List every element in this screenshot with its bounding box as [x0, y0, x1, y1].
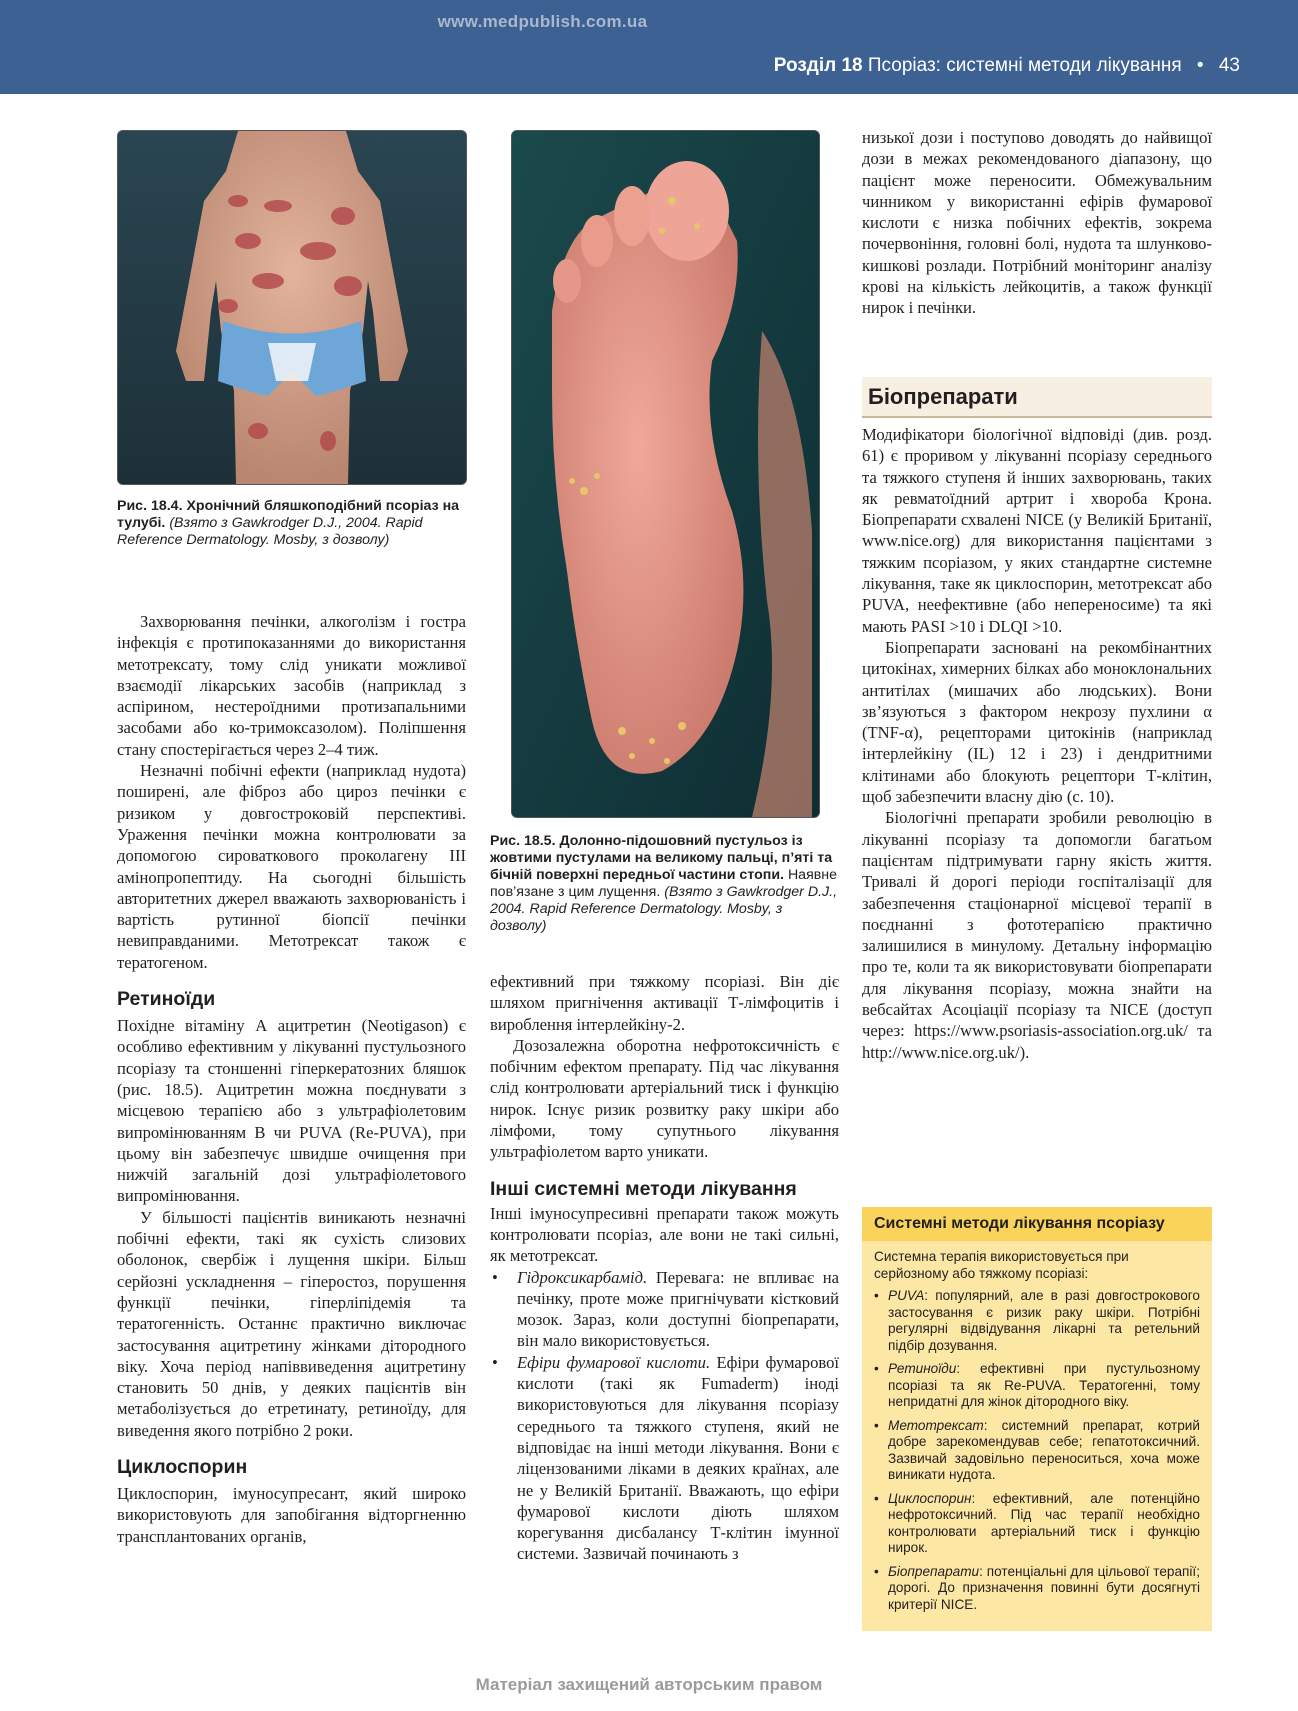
list-item: [517, 1267, 839, 1352]
figure-pustulosis-foot-photo: [511, 130, 820, 818]
summary-item: [888, 1288, 1200, 1354]
summary-item-term: PUVA: [888, 1288, 925, 1303]
column-right-top: [862, 127, 1212, 319]
trunk-photo-illustration: [118, 131, 466, 484]
summary-item-term: Біопрепарати: [888, 1563, 980, 1579]
running-head: [774, 55, 1240, 77]
chapter-label: Розділ 18: [773, 55, 863, 76]
summary-item-text: : популярний, але в разі довгострокового застосування є ризик раку шкіри. Потрібні регулярні відвідування лікарні та ретельний підбір дозування.: [888, 1288, 1200, 1353]
summary-box-intro: Системна терапія використовується при серйозному або тяжкому псоріазі:: [874, 1249, 1129, 1281]
foot-photo-illustration: [512, 131, 819, 817]
summary-item-term: Циклоспорин: [888, 1490, 972, 1506]
figure-18-5-source: (Взято з Gawkrodger D.J., 2004. Rapid Reference Dermatology. Mosby, з дозволу): [490, 884, 838, 934]
column-right-bottom: [862, 424, 1212, 1063]
page-number: 43: [1218, 55, 1240, 76]
paragraph: Похідне вітаміну А ацитретин (Neotigason) є особливо ефективним у лікуванні пустульозного псоріазу та стоншенні гіперкератозних бляшок (рис. 18.5). Ацитретин можна поєднувати з місцевою терапією або з ультрафіолетовим випромінюванням В чи PUVA (Re-PUVA), при цьому він забезпечує швидше очищення при нижчій загальній дозі ультрафіолетового випромінювання.: [117, 1016, 466, 1206]
summary-item-text: : потенціальні для цільової терапії; дорогі. До призначення повинні бути досягнуті критерії NICE.: [888, 1563, 1200, 1612]
summary-item-text: : системний препарат, котрий добре зарекомендував себе; гепатотоксичний. Зазвичай задовільно переноситься, хоча може виникати нудота.: [888, 1417, 1200, 1482]
summary-item-text: : ефективний, але потенційно нефротоксичний. Під час терапії необхідно контролювати артеріальний тиск і функцію нирок.: [888, 1490, 1200, 1555]
figure-18-5-caption: [490, 833, 840, 935]
summary-item-term: Метотрексат: [888, 1417, 984, 1433]
figure-18-4-label: Рис. 18.4. Хронічний бляшкоподібний псоріаз на тулубі.: [117, 498, 460, 531]
heading-cyclosporin: Циклоспорин: [117, 1455, 248, 1478]
paragraph: Незначні побічні ефекти (наприклад нудота) поширені, але фіброз або цироз печінки є ризиком у довгостроковій перспективі. Ураження печінки можна контролювати за допомогою сироваткового проколагену III амінопропептиду. На сьогодні більшість авторитетних джерел вважають захворюваність і вартість рутинної біопсії печінки невиправданими. Метотрексат також є тератогеном.: [117, 761, 466, 972]
site-url: www.medpublish.com.ua: [437, 12, 648, 31]
page-header: [0, 0, 1298, 94]
paragraph: У більшості пацієнтів виникають незначні побічні ефекти, такі як сухість слизових оболонок, свербіж і лущення шкіри. Більш серйозні ускладнення – гіперостоз, порушення функції печінки, гіперліпідемія та тератогенність. Останнє практично виключає застосування ацитретину жінками дітородного віку. Хоча період напіввиведення ацитретину становить 50 днів, у деяких пацієнтів він метаболізується до етретинату, ретиноїду, для виведення якого потрібно 2 роки.: [117, 1207, 466, 1440]
figure-psoriasis-trunk-photo: [117, 130, 467, 485]
paragraph: Дозозалежна оборотна нефротоксичність є побічним ефектом препарату. Під час лікування слід контролювати артеріальний тиск і функцію нирок. Існує ризик розвитку раку шкіри або лімфоми, тому супутнього лікування ультрафіолетом варто уникати.: [490, 1035, 839, 1162]
summary-box: [862, 1207, 1212, 1631]
figure-18-4-source: (Взято з Gawkrodger D.J., 2004. Rapid Reference Dermatology. Mosby, з дозволу): [117, 515, 423, 548]
column-middle: [490, 971, 839, 1565]
list-item: [517, 1352, 839, 1565]
heading-biologics: Біопрепарати: [868, 384, 1018, 409]
paragraph: Модифікатори біологічної відповіді (див. розд. 61) є проривом у лікуванні псоріазу середнього та тяжкого ступеня й інших захворювань, таких як ревматоїдний артрит і хвороба Крона. Біопрепарати схвалені NICE (у Великій Британії, www.nice.org) для використання пацієнтами з тяжким псоріазом, у яких стандартне системне лікування, таке як циклоспорин, метотрексат або PUVA, неефективне (або непереносимe) та які мають PASI >10 і DLQI >10.: [862, 425, 1212, 636]
heading-other-systemic: Інші системні методи лікування: [490, 1177, 797, 1200]
copyright-footer: Матеріал захищений авторським правом: [475, 1675, 823, 1694]
list-item-text: Перевага: не впливає на печінку, проте може пригнічувати кістковий мозок. Зараз, коли доступні біопрепарати, він мало використовується.: [517, 1267, 839, 1351]
summary-item-term: Ретиноїди: [888, 1361, 957, 1376]
chapter-title: Псоріаз: системні методи лікування: [867, 55, 1182, 76]
heading-retinoids: Ретиноїди: [117, 988, 216, 1011]
summary-item: [888, 1361, 1200, 1411]
paragraph: Інші імуносупресивні препарати також можуть контролювати псоріаз, але вони не такі сильні, як метотрексат.: [490, 1203, 839, 1266]
figure-18-5-note: Наявне пов’язане з цим лущення.: [490, 867, 838, 900]
summary-item-text: : ефективні при пустульозному псоріазі та як Re-PUVA. Тератогенні, тому непридатні для жінок дітородного віку.: [888, 1361, 1200, 1409]
list-item-term: Гідроксикарбамід.: [517, 1267, 648, 1287]
summary-box-body: [862, 1241, 1212, 1613]
summary-item: [888, 1418, 1200, 1484]
figure-18-4-caption: [117, 498, 467, 549]
paragraph: Біологічні препарати зробили революцію в лікуванні псоріазу та допомогли багатьом пацієнтам підтримувати гарну якість життя. Тривалі й дорогі періоди госпіталізації для забезпечення стаціонарної місцевої терапії в поєднанні з фототерапією практично залишилися в минулому. Детальну інформацію про те, коли та як використовувати біопрепарати для лікування псоріазу, можна знайти на вебсайтах Асоціації псоріазу та NICE (доступ через: https://www.psoriasis-association.org.uk/ та http://www.nice.org.uk/).: [862, 808, 1212, 1062]
separator: •: [1196, 55, 1204, 76]
summary-box-list: [874, 1288, 1200, 1613]
paragraph: Захворювання печінки, алкоголізм і гостра інфекція є протипоказаннями до використання метотрексату, тому слід уникати можливої взаємодії лікарських засобів (наприклад з аспірином, нестероїдними протизапальними засобами або ко-тримоксазолом). Поліпшення стану спостерігається через 2–4 тиж.: [117, 612, 466, 759]
other-treatments-list: [490, 1267, 839, 1565]
summary-box-title: Системні методи лікування псоріазу: [862, 1207, 1212, 1241]
list-item-term: Ефіри фумарової кислоти.: [517, 1352, 711, 1372]
column-left: [117, 611, 466, 1547]
section-heading-biologics: [862, 377, 1212, 418]
summary-item: [888, 1491, 1200, 1557]
paragraph: ефективний при тяжкому псоріазі. Він діє шляхом пригнічення активації Т-лімфоцитів і вироблення інтерлейкіну-2.: [490, 972, 839, 1034]
list-item-text: Ефіри фумарової кислоти (такі як Fumaderm) іноді використовуються для лікування псоріазу середнього та тяжкого ступеня, який не відповідає на інші методи лікування. Вони є ліцензованими ліками в деяких країнах, але не у Великій Британії. Вважають, що ефіри фумарової кислоти діють шляхом корегування дисбалансу Т-клітин імунної системи. Зазвичай починають з: [517, 1352, 839, 1564]
summary-item: [888, 1564, 1200, 1614]
paragraph: низької дози і поступово доводять до найвищої дози в межах рекомендованого діапазону, що пацієнт може переносити. Обмежувальним чинником у використанні ефірів фумарової кислоти є низка побічних ефектів, зокрема почервоніння, головні болі, нудота та шлунково-кишкові розлади. Потрібний моніторинг аналізу крові на кількість лейкоцитів, а також функції нирок і печінки.: [862, 128, 1212, 318]
paragraph: Циклоспорин, імуносупресант, який широко використовують для запобігання відторгненню трансплантованих органів,: [117, 1483, 466, 1546]
figure-18-5-label: Рис. 18.5. Долонно-підошовний пустульоз із жовтими пустулами на великому пальці, п’яті та бічній поверхні передньої частини стопи.: [490, 833, 833, 883]
paragraph: Біопрепарати засновані на рекомбінантних цитокінах, химерних білках або моноклональних антитілах (мишачих або людських). Вони зв’язуються з фактором некрозу пухлини α (TNF-α), рецепторами цитокінів (наприклад інтерлейкіну (IL) 12 і 23) і дендритними клітинами або блокують рецептори Т-клітин, щоб забезпечити власну дію (с. 10).: [862, 637, 1212, 807]
